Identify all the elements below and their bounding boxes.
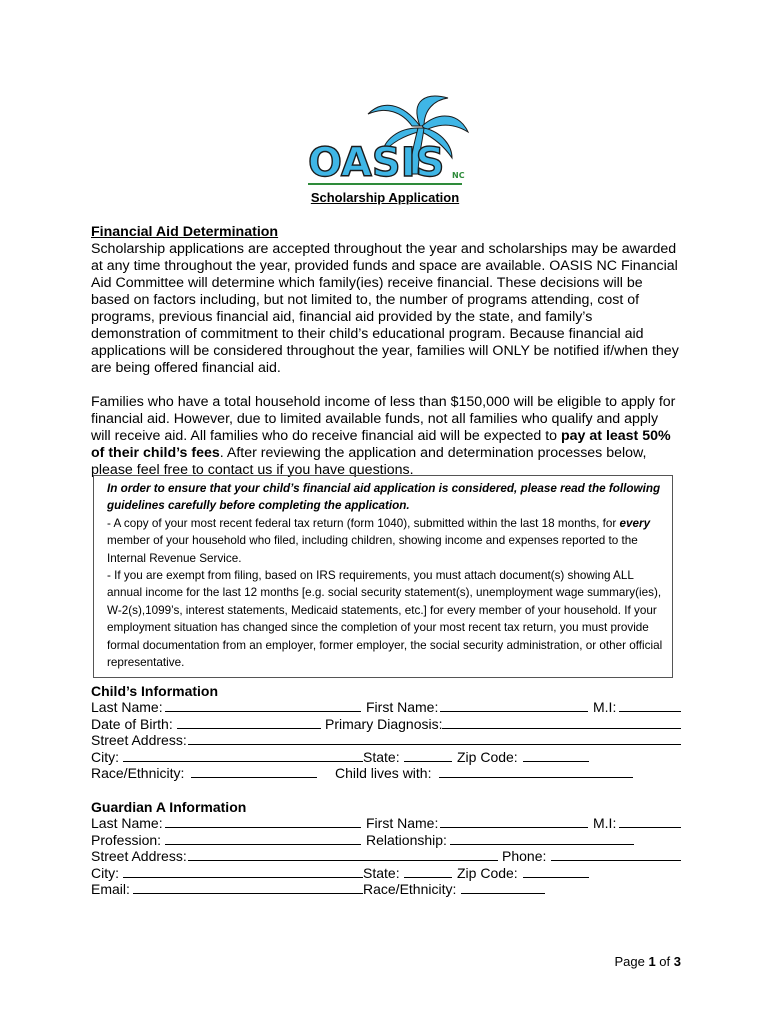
child-dob-field[interactable] <box>177 716 321 732</box>
guardian-mi-field[interactable] <box>619 815 681 831</box>
oasis-logo <box>302 92 472 192</box>
guardian-last-name-field[interactable] <box>165 815 361 831</box>
guardian-city-field[interactable] <box>123 865 363 881</box>
guardian-a-heading: Guardian A Information <box>91 799 247 815</box>
guardian-a-section: Guardian A Information Last Name: First Name: M.I: Profession: Relationship: Street Address: Phone: City: State: Zip Code: Email: Race/Ethnicity: <box>91 799 683 898</box>
guidelines-item-2: - If you are exempt from filing, based on IRS requirements, you must attach document(s) showing ALL annual income for the last 12 months [e.g. social security statement(s), unemployment wage summary(ies), W-2(s),1099’s, interest statements, Medicaid statements, etc.] for every member of your household. If your employment situation has changed since the completion of your most recent tax return, you must provide formal documentation from an employer, former employer, the social security administration, or other official representative. <box>107 569 663 670</box>
financial-aid-heading: Financial Aid Determination <box>91 224 279 240</box>
financial-aid-paragraph-1: Scholarship applications are accepted throughout the year and scholarships may be awarded at any time throughout the year, provided funds and space are available. OASIS NC Financial Aid Committee will determine which family(ies) receive financial. These decisions will be based on factors including, but not limited to, the number of programs attending, cost of programs, previous financial aid, financial aid provided by the state, and family’s demonstration of commitment to their child’s educational program. Because financial aid applications will be considered throughout the year, families will ONLY be notified if/when they are being offered financial aid. <box>91 241 679 376</box>
page-title: Scholarship Application <box>310 190 460 205</box>
logo-suffix: NC <box>452 171 465 180</box>
child-last-name-field[interactable] <box>165 699 361 715</box>
guardian-profession-field[interactable] <box>165 832 361 848</box>
financial-aid-paragraph-2: Families who have a total household income of less than $150,000 will be eligible to apply for financial aid. However, due to limited available funds, not all families who qualify and apply will receive aid. All families who do receive financial aid will be expected to pay at least 50% of their child’s fees. After reviewing the application and determination processes below, please feel free to contact us if you have questions. <box>91 394 676 478</box>
page-number: Page 1 of 3 <box>614 954 681 969</box>
child-state-field[interactable] <box>404 749 452 765</box>
child-lives-with-field[interactable] <box>439 765 633 781</box>
child-info-heading: Child’s Information <box>91 683 219 699</box>
guardian-first-name-field[interactable] <box>440 815 588 831</box>
guardian-street-field[interactable] <box>188 848 498 864</box>
financial-aid-section <box>91 224 681 479</box>
child-mi-field[interactable] <box>619 699 681 715</box>
child-race-field[interactable] <box>191 765 317 781</box>
guardian-state-field[interactable] <box>404 865 452 881</box>
guardian-relationship-field[interactable] <box>450 832 634 848</box>
guardian-zip-field[interactable] <box>523 865 589 881</box>
child-street-field[interactable] <box>188 732 681 748</box>
guidelines-box <box>93 475 673 678</box>
child-information-section: Child’s Information Last Name: First Name: M.I: Date of Birth: Primary Diagnosis: Street Address: City: State: Zip Code: Race/Ethnicity: Child lives with: <box>91 683 683 782</box>
svg-text:OASIS: OASIS <box>308 140 445 186</box>
guardian-phone-field[interactable] <box>551 848 681 864</box>
palm-tree-icon <box>302 92 472 192</box>
guardian-email-field[interactable] <box>133 881 363 897</box>
guidelines-item-1: - A copy of your most recent federal tax return (form 1040), submitted within the last 18 months, for every member of your household who filed, including children, showing income and expenses reported to the Internal Revenue Service. <box>107 516 651 565</box>
child-first-name-field[interactable] <box>440 699 588 715</box>
child-zip-field[interactable] <box>523 749 589 765</box>
guardian-race-field[interactable] <box>461 881 545 897</box>
child-diagnosis-field[interactable] <box>442 716 681 732</box>
child-city-field[interactable] <box>123 749 363 765</box>
guidelines-intro: In order to ensure that your child’s financial aid application is considered, please read the following guidelines carefully before completing the application. <box>107 482 661 513</box>
